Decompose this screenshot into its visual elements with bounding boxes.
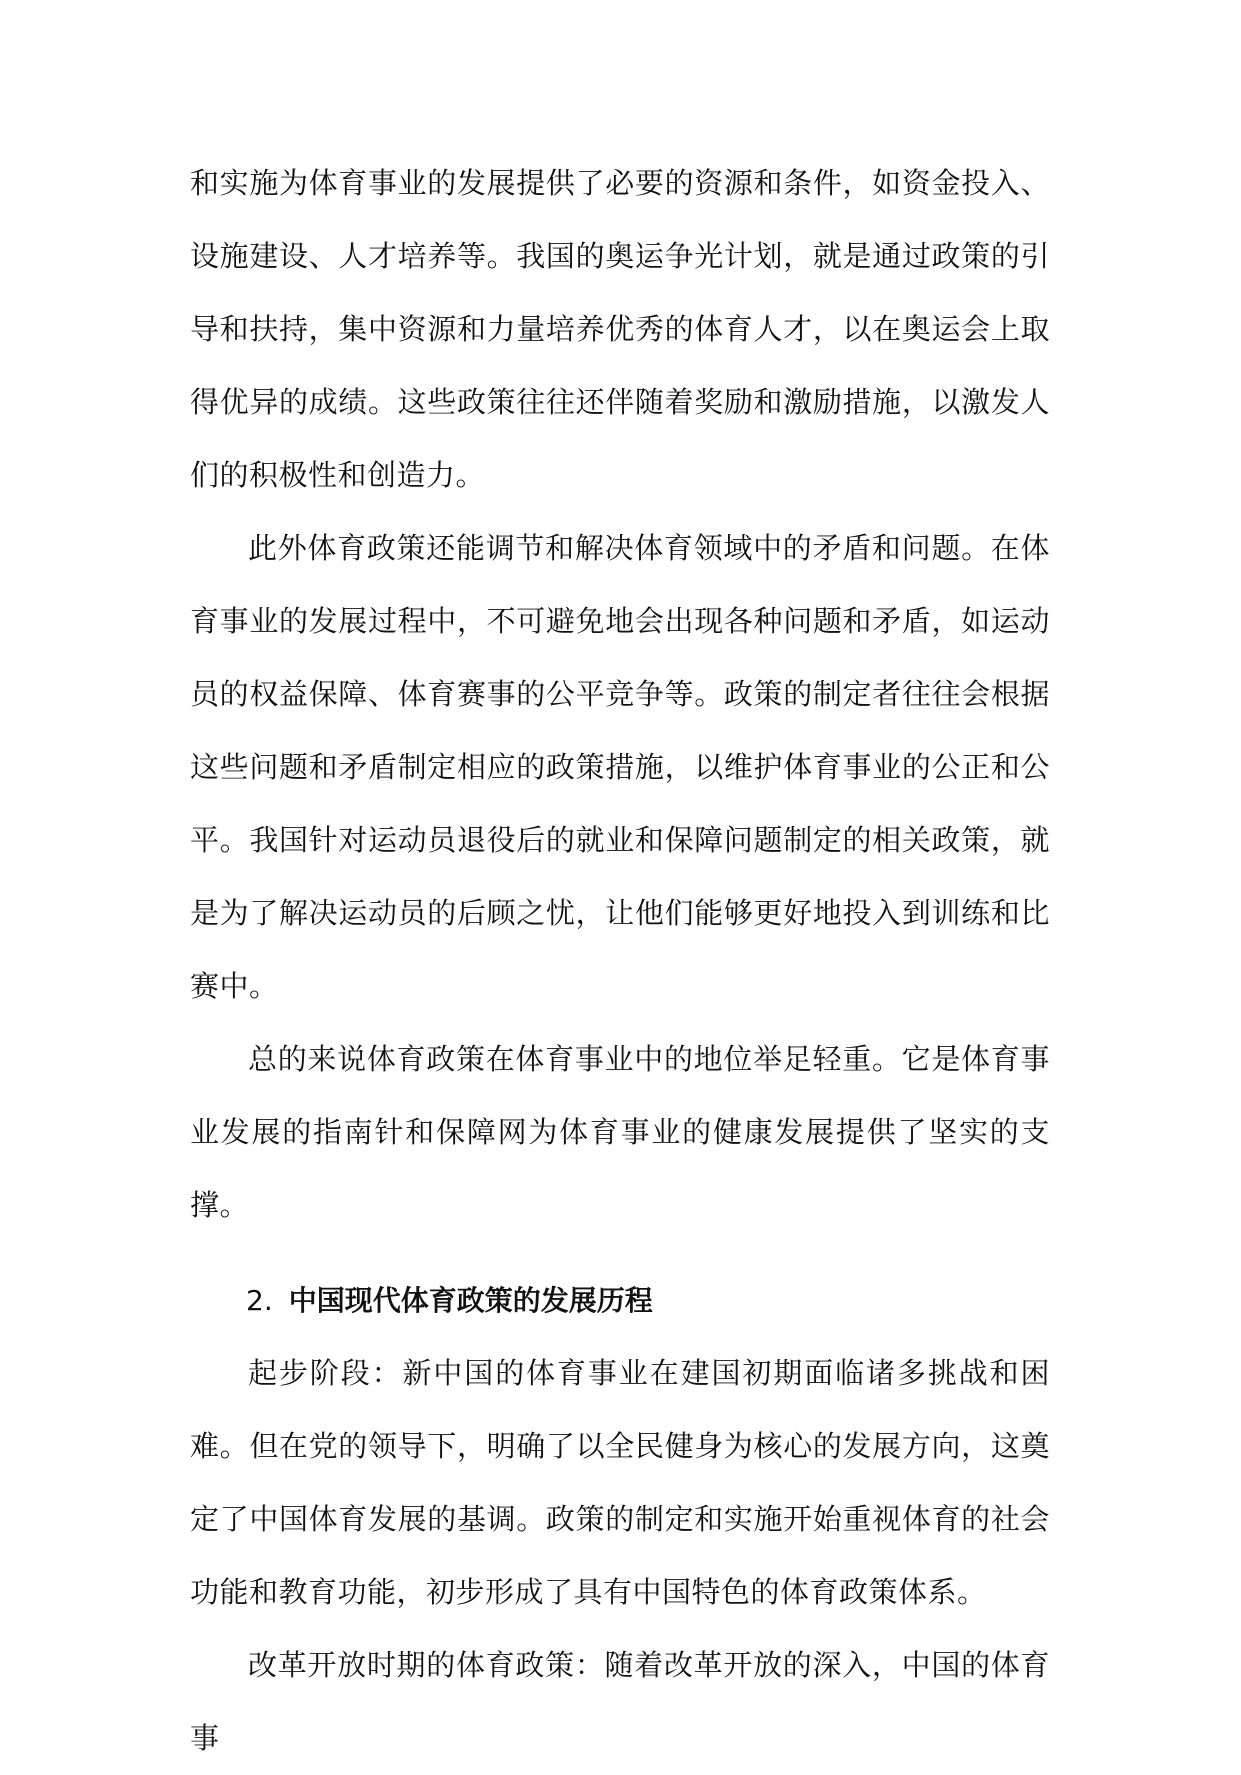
paragraph-4: 起步阶段：新中国的体育事业在建国初期面临诸多挑战和困难。但在党的领导下，明确了以全民健身为核心的发展方向，这奠定了中国体育发展的基调。政策的制定和实施开始重视体育的社会功能和教育功能，初步形成了具有中国特色的体育政策体系。 — [190, 1356, 1050, 1609]
section-number: 2. — [246, 1284, 273, 1317]
document-page — [190, 147, 1050, 1775]
paragraph-2: 此外体育政策还能调节和解决体育领域中的矛盾和问题。在体育事业的发展过程中，不可避免地会出现各种问题和矛盾，如运动员的权益保障、体育赛事的公平竞争等。政策的制定者往往会根据这些问题和矛盾制定相应的政策措施，以维护体育事业的公正和公平。我国针对运动员退役后的就业和保障问题制定的相关政策，就是为了解决运动员的后顾之忧，让他们能够更好地投入到训练和比赛中。 — [190, 531, 1050, 1003]
paragraph-3: 总的来说体育政策在体育事业中的地位举足轻重。它是体育事业发展的指南针和保障网为体育事业的健康发展提供了坚实的支撑。 — [190, 1042, 1050, 1222]
section-heading — [190, 1264, 1050, 1337]
paragraph-1: 和实施为体育事业的发展提供了必要的资源和条件，如资金投入、设施建设、人才培养等。我国的奥运争光计划，就是通过政策的引导和扶持，集中资源和力量培养优秀的体育人才，以在奥运会上取得优异的成绩。这些政策往往还伴随着奖励和激励措施，以激发人们的积极性和创造力。 — [190, 166, 1050, 492]
section-title: 中国现代体育政策的发展历程 — [288, 1284, 653, 1317]
paragraph-5: 改革开放时期的体育政策：随着改革开放的深入，中国的体育事 — [190, 1648, 1050, 1755]
